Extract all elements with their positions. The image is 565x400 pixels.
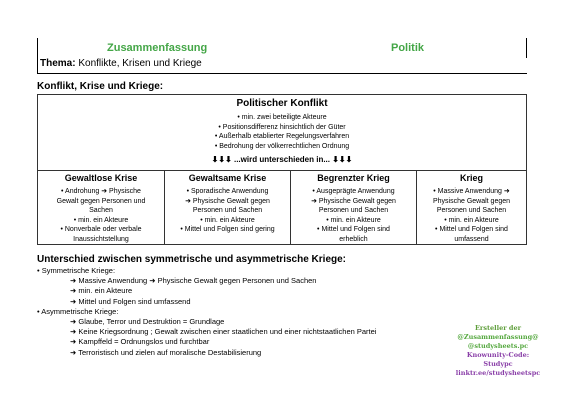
header-left-border — [37, 38, 38, 73]
column-title: Krieg — [459, 173, 483, 183]
creator-credit — [443, 324, 553, 378]
column-line: • min. ein Akteure — [200, 216, 255, 224]
column-line: • min. ein Akteure — [326, 216, 381, 224]
column-line: • Mittel und Folgen sind — [317, 226, 390, 233]
political-conflict-list — [38, 113, 526, 151]
list-item: ➜ Massive Anwendung ➜ Physische Gewalt gegen Personen und Sachen — [70, 276, 317, 286]
political-conflict-title: Politischer Konflikt — [236, 98, 328, 109]
section-title-conflict: Konflikt, Krise und Kriege: — [37, 81, 164, 92]
column-line: Physische Gewalt gegen — [432, 197, 511, 205]
distinction-line: ⬇⬇⬇ ...wird unterschieden in... ⬇⬇⬇ — [211, 155, 353, 164]
topic-text: Konflikte, Krisen und Kriege — [78, 58, 202, 69]
column-line: • Androhung ➜ Physische — [61, 188, 141, 195]
column-line: • Ausgeprägte Anwendung — [312, 188, 395, 195]
topic-label: Thema: — [40, 58, 76, 69]
column-line: • Mittel und Folgen sind — [435, 226, 508, 233]
column-title: Gewaltlose Krise — [64, 173, 138, 183]
column-line: • min. ein Akteure — [73, 216, 129, 224]
column-line: Gewalt gegen Personen und — [56, 197, 146, 205]
war-types-list — [37, 266, 376, 358]
column-krieg — [417, 171, 526, 244]
column-body — [168, 187, 287, 235]
column-line: ➜ Physische Gewalt gegen — [185, 197, 270, 205]
column-line: Personen und Sachen — [436, 207, 507, 214]
column-line: Personen und Sachen — [192, 207, 263, 214]
asymmetric-label: • Asymmetrische Kriege: — [37, 306, 119, 316]
header-divider — [37, 73, 527, 74]
credit-line: Knowunity-Code: — [466, 351, 530, 359]
list-item: ➜ min. ein Akteure — [70, 286, 133, 296]
column-line: • Sporadische Anwendung — [186, 188, 269, 195]
credit-link: linktr.ee/studysheetspc — [455, 369, 541, 377]
list-item: • min. zwei beteiligte Akteure — [237, 114, 327, 121]
column-gewaltsame-krise — [165, 171, 291, 244]
column-line: erheblich — [339, 235, 368, 243]
column-line: • Massive Anwendung ➜ — [433, 188, 510, 195]
credit-line: Studypc — [483, 360, 513, 368]
list-item: ➜ Kampffeld = Ordnungslos und furchtbar — [70, 337, 210, 347]
column-gewaltlose-krise — [38, 171, 165, 244]
list-item: ➜ Keine Kriegsordnung ; Gewalt zwischen einer staatlichen und einer nichtstaatlichen Partei — [70, 327, 377, 337]
header-right-border — [526, 38, 527, 58]
column-line: Inaussichtstellung — [73, 235, 129, 243]
column-body — [41, 187, 161, 244]
header — [37, 38, 527, 73]
credit-line: @Zusammenfassung@ — [457, 333, 539, 341]
symmetric-label: • Symmetrische Kriege: — [37, 266, 116, 275]
column-line: Sachen — [89, 207, 113, 214]
column-line: • Nonverbale oder verbale — [60, 226, 142, 233]
column-line: Personen und Sachen — [318, 207, 389, 214]
section-title-war-types: Unterschied zwischen symmetrische und asymmetrische Kriege: — [37, 254, 347, 265]
list-item: • Positionsdifferenz hinsichtlich der Güter — [218, 123, 346, 131]
column-begrenzter-krieg — [291, 171, 417, 244]
column-title: Begrenzter Krieg — [317, 173, 390, 183]
list-item: • Außerhalb etablierter Regelungsverfahren — [214, 133, 350, 140]
conflict-types-grid — [37, 170, 527, 245]
credit-line: @studysheets.pc — [467, 342, 529, 350]
credit-line: Ersteller der — [474, 324, 522, 332]
column-line: • Mittel und Folgen sind gering — [180, 226, 275, 233]
list-item: ➜ Mittel und Folgen sind umfassend — [70, 296, 191, 306]
column-body — [420, 187, 523, 244]
summary-title: Zusammenfassung — [107, 42, 208, 54]
list-item: • Bedrohung der völkerrechtlichen Ordnung — [214, 142, 350, 150]
column-line: • min. ein Akteure — [444, 216, 499, 224]
list-item: ➜ Terroristisch und zielen auf moralische Destabilisierung — [70, 347, 262, 357]
subject-title: Politik — [391, 42, 425, 54]
list-item: ➜ Glaube, Terror und Destruktion = Grundlage — [70, 317, 225, 327]
political-conflict-box — [37, 94, 527, 170]
column-body — [294, 187, 413, 244]
column-title: Gewaltsame Krise — [188, 173, 267, 183]
column-line: umfassend — [454, 235, 489, 243]
topic-line — [40, 58, 202, 69]
column-line: ➜ Physische Gewalt gegen — [311, 197, 396, 205]
